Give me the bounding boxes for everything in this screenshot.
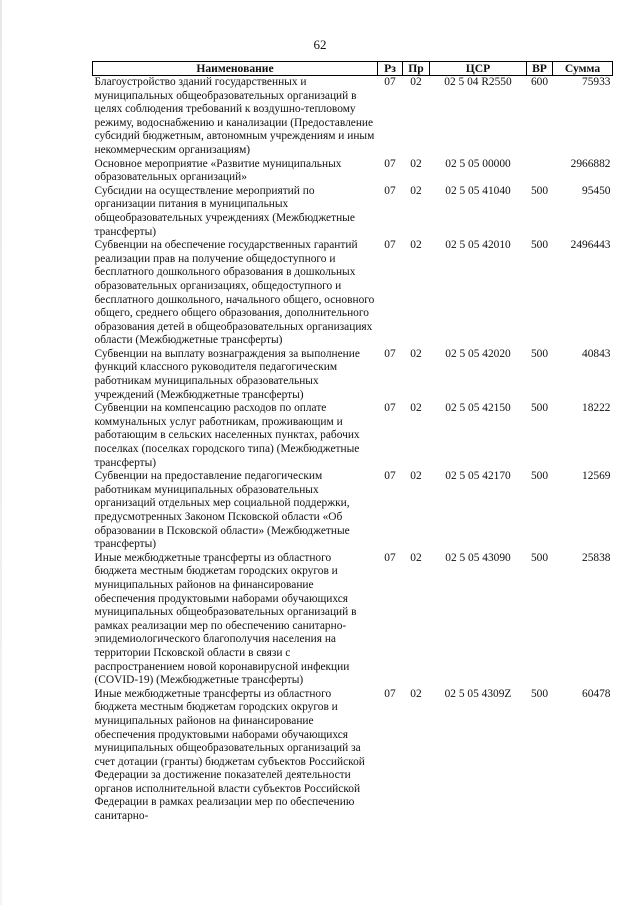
page-number: 62 [313,37,327,52]
row-csr: 02 5 05 43090 [445,551,511,564]
row-vr: 500 [530,184,549,197]
row-rz: 07 [384,687,396,700]
row-name: Благоустройство зданий государственных и муниципальных общеобразовательных организаций в целях соблюдения требований к воздушно-тепловому режиму, водоснабжению и канализации (Предоставление субсидий бюджетным, автономным учреждениям и иным некоммерческим организациям) [94,76,375,156]
row-csr: 02 5 05 42150 [445,402,511,415]
table-row [93,688,613,824]
row-pr: 02 [410,687,422,700]
table-row [93,552,613,688]
row-sum: 75933 [582,76,611,88]
header-sum: Сумма [553,62,613,76]
row-csr: 02 5 05 4309Z [444,687,512,700]
row-name: Иные межбюджетные трансферты из областного бюджета местным бюджетам городских округов и муниципальных районов на финансирование обеспечения продуктовыми наборами обучающихся муниципальных общеобразовательных организаций в рамках реализации мер по обеспечению санитарно-эпидемиологического благополучия населения на территории Псковской области в связи с распространением новой коронавирусной инфекции (COVID-19) (Межбюджетные трансферты) [94,551,357,687]
table-header-row [93,62,613,76]
row-rz: 07 [384,157,396,170]
row-sum: 25838 [582,551,611,564]
scan-edge [0,0,2,905]
row-pr: 02 [410,157,422,170]
header-vr: ВР [527,62,553,76]
row-pr: 02 [410,76,422,88]
table-row [93,239,613,348]
table-row [93,158,613,185]
table-row [93,76,613,158]
row-pr: 02 [410,470,422,483]
row-vr: 500 [530,239,549,252]
row-csr: 02 5 05 41040 [445,184,511,197]
table-row [93,348,613,402]
row-csr: 02 5 05 00000 [445,157,511,170]
row-name: Субвенции на компенсацию расходов по оплате коммунальных услуг работникам, проживающим и работающим в сельских населенных пунктах, рабочих поселках (поселках городского типа) (Межбюджетные трансферты) [94,402,360,469]
row-pr: 02 [410,551,422,564]
row-pr: 02 [410,239,422,252]
row-sum: 60478 [582,687,611,700]
row-name: Основное мероприятие «Развитие муниципальных образовательных организаций» [94,157,342,184]
row-rz: 07 [384,239,396,252]
row-vr: 500 [530,347,549,360]
row-csr: 02 5 05 42170 [445,470,511,483]
row-rz: 07 [384,76,396,88]
row-name: Субсидии на осуществление мероприятий по организации питания в муниципальных общеобразовательных учреждениях (Межбюджетные трансферты) [94,184,355,238]
row-name: Субвенции на предоставление педагогическим работникам муниципальных образовательных организаций отдельных мер социальной поддержки, предусмотренных Законом Псковской области «Об образовании в Псковской области» (Межбюджетные трансферты) [94,470,350,551]
row-sum: 2966882 [570,157,611,170]
row-name: Субвенции на обеспечение государственных гарантий реализации прав на получение общедоступного и бесплатного дошкольного образования в дошкольных образовательных организациях, общедоступного и бесплатного дошкольного, начального общего, основного общего, среднего общего образования, дополнительного образования детей в общеобразовательных организациях области (Межбюджетные трансферты) [94,239,375,347]
row-pr: 02 [410,347,422,360]
row-rz: 07 [384,347,396,360]
header-pr: Пр [403,62,430,76]
row-sum: 2496443 [570,239,611,252]
row-name: Субвенции на выплату вознаграждения за выполнение функций классного руководителя педагогическим работникам муниципальных образовательных учреждений (Межбюджетные трансферты) [94,347,360,401]
header-name: Наименование [93,62,378,76]
row-vr: 600 [530,76,549,88]
row-sum: 95450 [582,184,611,197]
row-sum: 12569 [582,470,611,483]
header-csr: ЦСР [430,62,527,76]
row-vr [527,158,553,185]
table-row [93,470,613,552]
row-pr: 02 [410,184,422,197]
row-vr: 500 [530,470,549,483]
row-rz: 07 [384,402,396,415]
row-sum: 18222 [582,402,611,415]
row-vr: 500 [530,551,549,564]
row-sum: 40843 [582,347,611,360]
budget-table [92,61,613,824]
row-csr: 02 5 05 42010 [445,239,511,252]
table-row [93,402,613,470]
row-pr: 02 [410,402,422,415]
header-rz: Рз [378,62,403,76]
row-rz: 07 [384,551,396,564]
row-vr: 500 [530,402,549,415]
row-rz: 07 [384,470,396,483]
row-name: Иные межбюджетные трансферты из областного бюджета местным бюджетам городских округов и муниципальных районов на финансирование обеспечения продуктовыми наборами обучающихся муниципальных общеобразовательных организаций за счет дотации (гранты) бюджетам субъектов Российской Федерации за достижение показателей деятельности органов исполнительной власти субъектов Российской Федерации в рамках реализации мер по обеспечению санитарно- [94,687,365,823]
row-rz: 07 [384,184,396,197]
row-csr: 02 5 05 42020 [445,347,511,360]
row-csr: 02 5 04 R2550 [444,76,512,88]
row-vr: 500 [530,687,549,700]
table-row [93,185,613,239]
